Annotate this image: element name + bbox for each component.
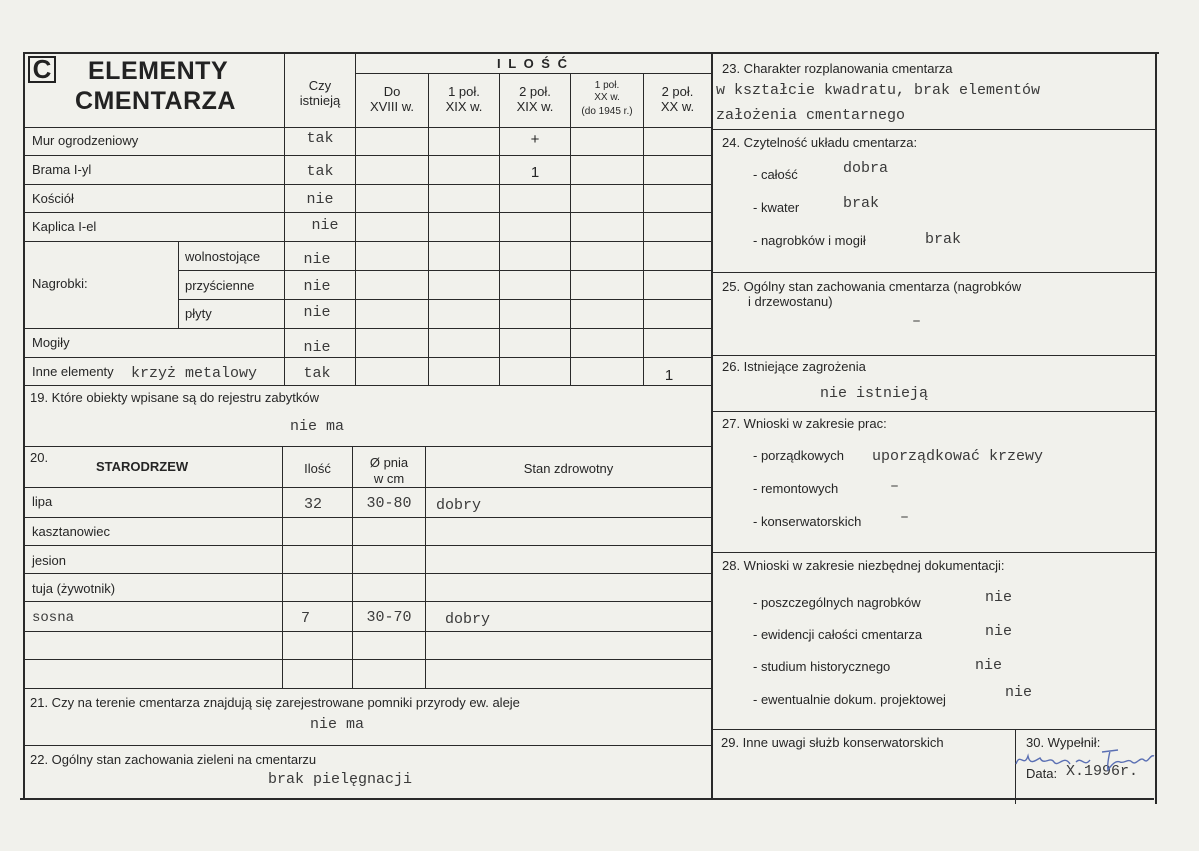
row-exists: tak (306, 163, 334, 180)
q28-item-value: nie (1005, 684, 1033, 701)
q25-value: – (912, 313, 922, 330)
row-extra: krzyż metalowy (131, 365, 258, 382)
q27-item-value: uporządkować krzewy (872, 448, 1044, 465)
row-exists: nie (303, 339, 331, 356)
q27-item-value: – (890, 478, 900, 495)
q28-item-label: - studium historycznego (753, 659, 891, 674)
period-1-l2: XVIII w. (369, 99, 415, 114)
tree-diam: 30-80 (366, 495, 412, 512)
q28-item-value: nie (985, 623, 1013, 640)
row-label: Brama I-yl (32, 162, 92, 177)
q24-item-label: - kwater (753, 200, 800, 215)
q24-item-label: - nagrobków i mogił (753, 233, 866, 248)
q21-answer: nie ma (310, 716, 365, 733)
period-3-l1: 2 poł. (519, 84, 551, 99)
tree-name: jesion (32, 553, 66, 568)
q28-item-value: nie (985, 589, 1013, 606)
row-exists: tak (306, 130, 334, 147)
q21-label: 21. Czy na terenie cmentarza znajdują się zarejestrowane pomniki przyrody ew. aleje (30, 695, 520, 710)
row-q3: 1 (530, 164, 540, 181)
section-letter-box (28, 56, 56, 83)
row-label: wolnostojące (185, 249, 261, 264)
col-czy-istnieja-2: istnieją (299, 93, 341, 108)
row-label: płyty (185, 306, 212, 321)
q25-label1: 25. Ogólny stan zachowania cmentarza (nagrobków (722, 279, 1022, 294)
tree-qty: 7 (300, 610, 310, 627)
q22-answer: brak pielęgnacji (268, 771, 413, 788)
q20-num: 20. (30, 450, 49, 465)
col-czy-istnieja-1: Czy (308, 78, 332, 93)
row-label: Mogiły (32, 335, 70, 350)
tree-state: dobry (445, 611, 491, 628)
q30-data-value: X.1996r. (1066, 763, 1139, 780)
period-4-l2: XX w. (594, 92, 620, 103)
q24-label: 24. Czytelność układu cmentarza: (722, 135, 918, 150)
row-exists: nie (306, 191, 334, 208)
q23-label: 23. Charakter rozplanowania cmentarza (722, 61, 953, 76)
col-ilosc-header: I L O Ś Ć (497, 56, 569, 71)
tree-qty: 32 (303, 496, 322, 513)
period-5-l2: XX w. (660, 99, 695, 114)
row-exists: nie (303, 278, 331, 295)
q28-item-label: - poszczególnych nagrobków (753, 595, 921, 610)
row-q3: + (530, 131, 540, 148)
q27-label: 27. Wnioski w zakresie prac: (722, 416, 887, 431)
frame-top (23, 52, 1159, 54)
q29-label: 29. Inne uwagi służb konserwatorskich (721, 735, 944, 750)
frame-right (1155, 52, 1157, 804)
q30-label: 30. Wypełnił: (1026, 735, 1101, 750)
q28-item-label: - ewentualnie dokum. projektowej (753, 692, 946, 707)
q20-col-pnia2: w cm (373, 471, 405, 486)
section-letter: C (32, 54, 52, 84)
q30-data-label: Data: (1026, 766, 1058, 781)
row-exists: nie (303, 304, 331, 321)
q27-item-label: - konserwatorskich (753, 514, 862, 529)
tree-name: lipa (32, 494, 53, 509)
row-label: Kościół (32, 191, 74, 206)
row-label: Inne elementy (32, 364, 114, 379)
q24-item-label: - całość (753, 167, 798, 182)
title-line1: ELEMENTY (88, 57, 229, 85)
title-line2: CMENTARZA (75, 87, 236, 115)
q26-label: 26. Istniejące zagrożenia (722, 359, 866, 374)
q20-title: STARODRZEW (96, 459, 189, 474)
frame-bottom (20, 798, 1154, 800)
nagrobki-label: Nagrobki: (32, 276, 88, 291)
q20-col-ilosc: Ilość (304, 461, 331, 476)
q19-label: 19. Które obiekty wpisane są do rejestru zabytków (30, 390, 320, 405)
row-exists: nie (311, 217, 339, 234)
q25-label2: i drzewostanu) (748, 294, 833, 309)
q28-item-label: - ewidencji całości cmentarza (753, 627, 923, 642)
q20-col-stan: Stan zdrowotny (523, 461, 614, 476)
q28-label: 28. Wnioski w zakresie niezbędnej dokumentacji: (722, 558, 1005, 573)
q19-answer: nie ma (290, 418, 345, 435)
period-4-l3: (do 1945 r.) (581, 106, 633, 117)
tree-state: dobry (436, 497, 482, 514)
tree-name: tuja (żywotnik) (32, 581, 116, 596)
tree-diam: 30-70 (366, 609, 412, 626)
q23-line2: założenia cmentarnego (716, 107, 906, 124)
q20-col-pnia: Ø pnia (369, 455, 409, 470)
period-2-l2: XIX w. (445, 99, 483, 114)
row-q5: 1 (664, 367, 674, 384)
period-5-l1: 2 poł. (661, 84, 694, 99)
row-exists: tak (303, 365, 331, 382)
signature-icon (1012, 742, 1160, 776)
center-divider (711, 52, 713, 800)
period-1-l1: Do (383, 84, 401, 99)
row-exists: nie (303, 251, 331, 268)
q23-line1: w kształcie kwadratu, brak elementów (716, 82, 1041, 99)
period-2-l1: 1 poł. (448, 84, 480, 99)
q27-item-value: – (900, 509, 910, 526)
q28-item-value: nie (975, 657, 1003, 674)
row-label: przyścienne (185, 278, 255, 293)
q27-item-label: - porządkowych (753, 448, 845, 463)
q24-item-value: dobra (843, 160, 889, 177)
tree-name: kasztanowiec (32, 524, 111, 539)
q27-item-label: - remontowych (753, 481, 839, 496)
q24-item-value: brak (925, 231, 962, 248)
q24-item-value: brak (843, 195, 880, 212)
q26-value: nie istnieją (820, 385, 929, 402)
row-label: Mur ogrodzeniowy (32, 133, 139, 148)
row-label: Kaplica I-el (32, 219, 97, 234)
q22-label: 22. Ogólny stan zachowania zieleni na cmentarzu (30, 752, 317, 767)
period-3-l2: XIX w. (516, 99, 554, 114)
period-4-l1: 1 poł. (594, 80, 620, 91)
tree-name: sosna (32, 610, 75, 626)
